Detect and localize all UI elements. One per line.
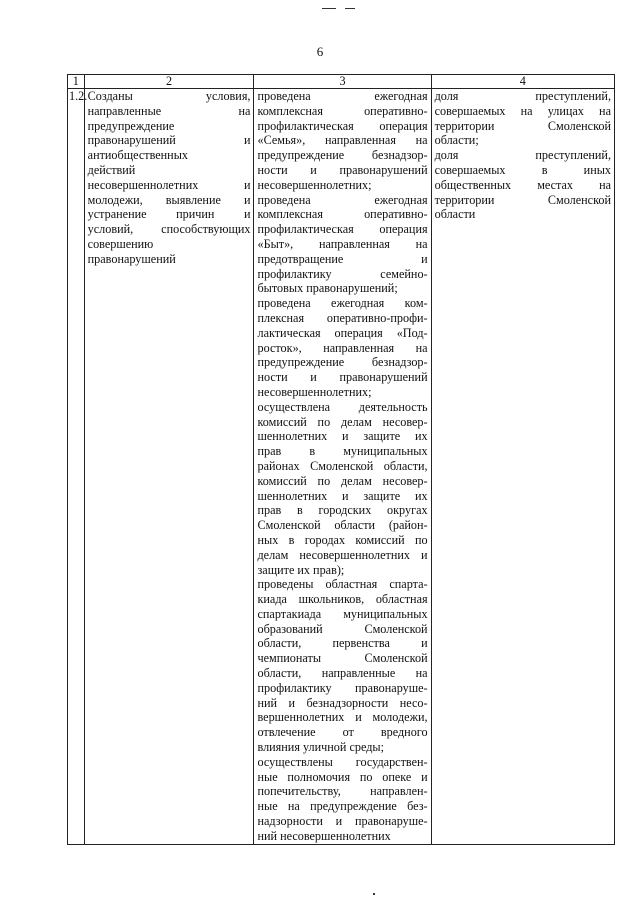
goal-line: действий (87, 162, 136, 177)
bottom-scan-mark (373, 893, 375, 895)
measure-line: профилактику семейно- (257, 266, 428, 281)
measure-line: районах Смоленской области, (257, 458, 428, 473)
measure-line: профилактику правонаруше- (257, 680, 428, 695)
indicator-line: территории Смоленской (434, 192, 611, 207)
indicators-cell (431, 89, 614, 845)
header-cell-2: 2 (84, 75, 254, 89)
measure-line: области, первенства и (257, 636, 428, 651)
goal-line: совершению (87, 236, 154, 251)
measure-line: проведены областная спарта- (257, 577, 428, 592)
goal-line: несовершеннолетних и (87, 177, 251, 192)
goal-text (88, 89, 251, 267)
measures-cell (254, 89, 431, 845)
measure-line: киада школьников, областная (257, 592, 428, 607)
goal-line: устранение причин и (87, 207, 251, 222)
measure-line: проведена ежегодная (257, 192, 428, 207)
header-cell-4: 4 (431, 75, 614, 89)
measure-line: плексная оперативно-профи- (257, 310, 428, 325)
document-table (67, 74, 615, 845)
header-cell-1: 1 (68, 75, 85, 89)
top-scan-mark (345, 8, 355, 9)
goal-line: предупреждение (87, 118, 175, 133)
measure-line: комиссий по делам несовер- (257, 473, 428, 488)
header-cell-3: 3 (254, 75, 431, 89)
measure-line: проведена ежегодная (257, 89, 428, 103)
measure-line: Смоленской области (район- (257, 518, 428, 533)
measure-line: несовершеннолетних; (257, 384, 372, 399)
measure-line: лактическая операция «Под- (257, 325, 428, 340)
measure-line: комплексная оперативно- (257, 103, 428, 118)
goal-line: направленные на (87, 103, 251, 118)
indicator-line: совершаемых в иных (434, 162, 611, 177)
measure-line: вершеннолетних и молодежи, (257, 710, 428, 725)
indicator-line: доля преступлений, (434, 89, 611, 103)
indicator-line: совершаемых на улицах на (434, 103, 611, 118)
goal-line: правонарушений и (87, 133, 251, 148)
row-number: 1.2. (68, 89, 85, 845)
measure-line: росток», направленная на (257, 340, 428, 355)
measures-text (257, 89, 427, 844)
measure-line: влияния уличной среды; (257, 740, 384, 755)
measure-line: ности и правонарушений (257, 162, 428, 177)
indicator-line: области (434, 207, 476, 222)
measure-line: попечительству, направлен- (257, 784, 428, 799)
measure-line: защите их прав); (257, 562, 345, 577)
goal-cell (84, 89, 254, 845)
measure-line: ности и правонарушений (257, 370, 428, 385)
measure-line: профилактическая операция (257, 118, 428, 133)
measure-line: прав в городских округах (257, 503, 428, 518)
measure-line: области, направленные на (257, 666, 428, 681)
page-number: 6 (316, 44, 324, 59)
measure-line: образований Смоленской (257, 621, 428, 636)
indicator-line: доля преступлений, (434, 148, 611, 163)
measure-line: делам несовершеннолетних и (257, 547, 428, 562)
indicator-line: общественных местах на (434, 177, 611, 192)
measure-line: надзорности и правонаруше- (257, 814, 428, 829)
measure-line: спартакиада муниципальных (257, 606, 428, 621)
measure-line: осуществлены государствен- (257, 754, 428, 769)
measure-line: комиссий по делам несовер- (257, 414, 428, 429)
measure-line: «Быт», направленная на (257, 236, 428, 251)
measure-line: шеннолетних и защите их (257, 429, 428, 444)
measure-line: проведена ежегодная ком- (257, 296, 428, 311)
measure-line: шеннолетних и защите их (257, 488, 428, 503)
goal-line: антиобщественных (87, 148, 188, 163)
measure-line: ные на предупреждение без- (257, 799, 428, 814)
measure-line: ний и безнадзорности несо- (257, 695, 428, 710)
top-scan-mark (322, 8, 336, 9)
goal-line: молодежи, выявление и (87, 192, 251, 207)
measure-line: отвлечение от вредного (257, 725, 428, 740)
measure-line: несовершеннолетних; (257, 177, 372, 192)
goal-line: условий, способствующих (87, 222, 251, 237)
table-row (68, 89, 615, 845)
measure-line: комплексная оперативно- (257, 207, 428, 222)
measure-line: ний несовершеннолетних (257, 828, 391, 843)
indicator-line: области; (434, 133, 479, 148)
measure-line: чемпионаты Смоленской (257, 651, 428, 666)
measure-line: профилактическая операция (257, 222, 428, 237)
indicators-text (435, 89, 611, 222)
goal-line: правонарушений (87, 251, 176, 266)
measure-line: предупреждение безнадзор- (257, 148, 428, 163)
measure-line: ные полномочия по опеке и (257, 769, 428, 784)
measure-line: бытовых правонарушений; (257, 281, 398, 296)
measure-line: «Семья», направленная на (257, 133, 428, 148)
measure-line: предупреждение безнадзор- (257, 355, 428, 370)
indicator-line: территории Смоленской (434, 118, 611, 133)
measure-line: осуществлена деятельность (257, 399, 428, 414)
goal-line: Созданы условия, (87, 89, 251, 103)
table-header-row (68, 75, 615, 89)
measure-line: прав в муниципальных (257, 444, 428, 459)
measure-line: предотвращение и (257, 251, 428, 266)
measure-line: ных в городах комиссий по (257, 532, 428, 547)
